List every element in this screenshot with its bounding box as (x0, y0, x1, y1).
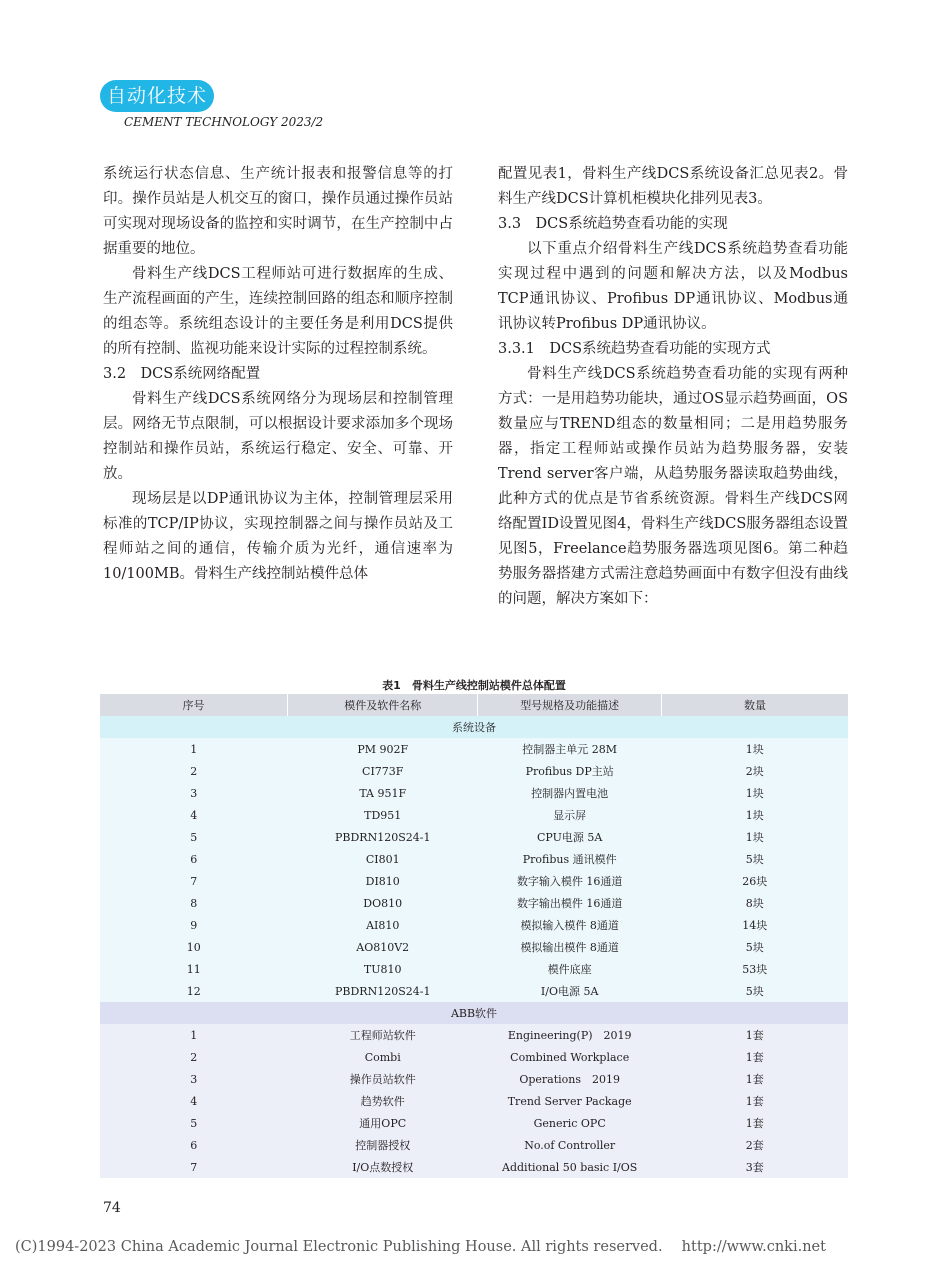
cell: 3 (100, 1068, 288, 1090)
table-row (100, 848, 848, 870)
cell: Combi (288, 1046, 478, 1068)
table-row (100, 738, 848, 760)
table-caption: 表1 骨料生产线控制站模件总体配置 (382, 679, 566, 692)
cell: 5块 (661, 848, 848, 870)
table-row (100, 936, 848, 958)
table-row (100, 1046, 848, 1068)
cell: I/O点数授权 (288, 1156, 478, 1178)
cell: 操作员站软件 (288, 1068, 478, 1090)
paragraph: 系统运行状态信息、生产统计报表和报警信息等的打印。操作员站是人机交互的窗口，操作员通过操作员站可实现对现场设备的监控和实时调节，在生产控制中占据重要的地位。 (103, 166, 453, 257)
cell: TA 951F (288, 782, 478, 804)
table-row (100, 892, 848, 914)
text-column-right (498, 162, 848, 612)
cell: 53块 (661, 958, 848, 980)
cell: 2块 (661, 760, 848, 782)
cell: PBDRN120S24-1 (288, 980, 478, 1002)
cell: 8块 (661, 892, 848, 914)
header-cell: 模件及软件名称 (288, 694, 478, 716)
cell: 1 (100, 738, 288, 760)
cell: 7 (100, 1156, 288, 1178)
cell: 模拟输入模件 8通道 (478, 914, 662, 936)
paragraph: 骨料生产线DCS系统网络分为现场层和控制管理层。网络无节点限制，可以根据设计要求添加多个现场控制站和操作员站，系统运行稳定、安全、可靠、开放。 (103, 391, 453, 482)
cell: PM 902F (288, 738, 478, 760)
section-heading-3-2: 3.2 DCS系统网络配置 (103, 366, 261, 382)
cell: 4 (100, 804, 288, 826)
cell: 3套 (661, 1156, 848, 1178)
cell: 1套 (661, 1090, 848, 1112)
cell: Additional 50 basic I/OS (478, 1156, 662, 1178)
cell: 1 (100, 1024, 288, 1046)
cell: 控制器主单元 28M (478, 738, 662, 760)
paragraph: 骨料生产线DCS系统趋势查看功能的实现有两种方式：一是用趋势功能块，通过OS显示趋势画面，OS数量应与TREND组态的数量相同；二是用趋势服务器，指定工程师站或操作员站为趋势服务器，安装Trend server客户端，从趋势服务器读取趋势曲线，此种方式的优点是节省系统资源。骨料生产线DCS网络配置ID设置见图4，骨料生产线DCS服务器组态设置见图5，Freelance趋势服务器选项见图6。第二种趋势服务器搭建方式需注意趋势画面中有数字但没有曲线的问题，解决方案如下： (498, 366, 848, 607)
table-row (100, 958, 848, 980)
cell: 8 (100, 892, 288, 914)
table-row (100, 870, 848, 892)
cell: 2 (100, 760, 288, 782)
cell: 6 (100, 1134, 288, 1156)
cell: 2 (100, 1046, 288, 1068)
table-row (100, 914, 848, 936)
table-row (100, 980, 848, 1002)
cell: 1套 (661, 1112, 848, 1134)
cell: 数字输入模件 16通道 (478, 870, 662, 892)
table-row (100, 826, 848, 848)
table-row (100, 1112, 848, 1134)
cell: 6 (100, 848, 288, 870)
cell: Combined Workplace (478, 1046, 662, 1068)
cell: Engineering(P) 2019 (478, 1024, 662, 1046)
cell: 控制器内置电池 (478, 782, 662, 804)
cell: CPU电源 5A (478, 826, 662, 848)
cell: AO810V2 (288, 936, 478, 958)
cell: 通用OPC (288, 1112, 478, 1134)
cell: 5 (100, 1112, 288, 1134)
cell: 1块 (661, 826, 848, 848)
cell: 1套 (661, 1024, 848, 1046)
table-row (100, 782, 848, 804)
cell: 3 (100, 782, 288, 804)
cell: Profibus DP主站 (478, 760, 662, 782)
paragraph: 以下重点介绍骨料生产线DCS系统趋势查看功能实现过程中遇到的问题和解决方法，以及Modbus TCP通讯协议、Profibus DP通讯协议、Modbus通讯协议转Profibus DP通讯协议。 (498, 241, 848, 332)
cell: 11 (100, 958, 288, 980)
cell: 模拟输出模件 8通道 (478, 936, 662, 958)
section-label: ABB软件 (100, 1002, 848, 1024)
page-number: 74 (103, 1200, 121, 1216)
cell: 1块 (661, 804, 848, 826)
cell: CI801 (288, 848, 478, 870)
cell: CI773F (288, 760, 478, 782)
section-label: 系统设备 (100, 716, 848, 738)
cell: 4 (100, 1090, 288, 1112)
table-header-row (100, 694, 848, 716)
cell: 14块 (661, 914, 848, 936)
header-cell: 序号 (100, 694, 288, 716)
table-row (100, 1134, 848, 1156)
table-row (100, 1090, 848, 1112)
cell: 数字输出模件 16通道 (478, 892, 662, 914)
cell: TU810 (288, 958, 478, 980)
cell: Generic OPC (478, 1112, 662, 1134)
cell: DO810 (288, 892, 478, 914)
table-row (100, 1156, 848, 1178)
cell: 2套 (661, 1134, 848, 1156)
cell: I/O电源 5A (478, 980, 662, 1002)
cell: DI810 (288, 870, 478, 892)
cell: 5 (100, 826, 288, 848)
cell: AI810 (288, 914, 478, 936)
cell: 趋势软件 (288, 1090, 478, 1112)
cell: TD951 (288, 804, 478, 826)
table-row (100, 760, 848, 782)
cell: 1套 (661, 1046, 848, 1068)
text-column-left (103, 162, 453, 587)
cell: Operations 2019 (478, 1068, 662, 1090)
cell: Trend Server Package (478, 1090, 662, 1112)
config-table (100, 694, 848, 1178)
cell: 显示屏 (478, 804, 662, 826)
cell: 模件底座 (478, 958, 662, 980)
table-row (100, 1024, 848, 1046)
cell: 7 (100, 870, 288, 892)
cell: 5块 (661, 980, 848, 1002)
section-row (100, 716, 848, 738)
cell: 10 (100, 936, 288, 958)
header-cell: 型号规格及功能描述 (478, 694, 662, 716)
header-cell: 数量 (661, 694, 848, 716)
cell: 1块 (661, 738, 848, 760)
section-heading-3-3: 3.3 DCS系统趋势查看功能的实现 (498, 216, 728, 232)
cell: No.of Controller (478, 1134, 662, 1156)
table-row (100, 804, 848, 826)
cell: 12 (100, 980, 288, 1002)
section-heading-3-3-1: 3.3.1 DCS系统趋势查看功能的实现方式 (498, 341, 771, 357)
cell: 1块 (661, 782, 848, 804)
copyright-notice: (C)1994-2023 China Academic Journal Electronic Publishing House. All rights reserved. http://www.cnki.net (15, 1239, 826, 1255)
cell: Profibus 通讯模件 (478, 848, 662, 870)
section-badge: 自动化技术 (100, 80, 214, 112)
cell: 控制器授权 (288, 1134, 478, 1156)
paragraph: 骨料生产线DCS工程师站可进行数据库的生成、生产流程画面的产生，连续控制回路的组态和顺序控制的组态等。系统组态设计的主要任务是利用DCS提供的所有控制、监视功能来设计实际的过程控制系统。 (103, 266, 453, 357)
cell: 26块 (661, 870, 848, 892)
section-row (100, 1002, 848, 1024)
journal-running-head: CEMENT TECHNOLOGY 2023/2 (124, 115, 324, 129)
table-row (100, 1068, 848, 1090)
paragraph: 配置见表1，骨料生产线DCS系统设备汇总见表2。骨料生产线DCS计算机柜模块化排列见表3。 (498, 166, 848, 207)
cell: PBDRN120S24-1 (288, 826, 478, 848)
cell: 5块 (661, 936, 848, 958)
cell: 工程师站软件 (288, 1024, 478, 1046)
paragraph: 现场层是以DP通讯协议为主体，控制管理层采用标准的TCP/IP协议，实现控制器之间与操作员站及工程师站之间的通信，传输介质为光纤，通信速率为10/100MB。骨料生产线控制站模件总体 (103, 491, 453, 582)
cell: 9 (100, 914, 288, 936)
cell: 1套 (661, 1068, 848, 1090)
